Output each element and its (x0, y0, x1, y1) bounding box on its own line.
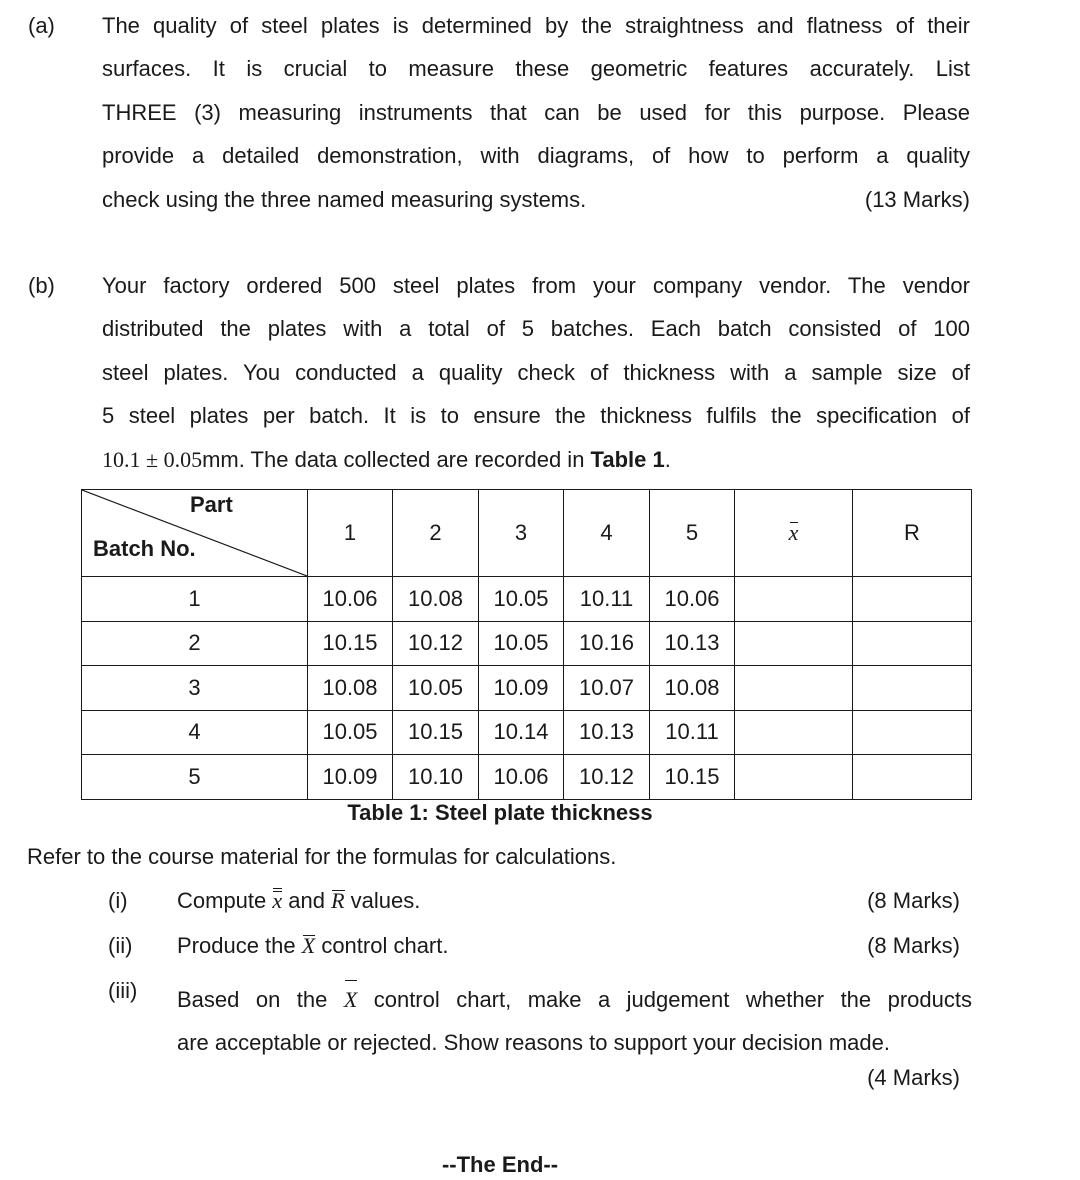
xdoublebar-symbol: x (272, 888, 283, 913)
thickness-cell: 10.08 (650, 666, 735, 711)
sub-ii-pre: Produce the (177, 933, 302, 958)
thickness-cell: 10.11 (564, 577, 650, 622)
range-cell (853, 621, 972, 666)
part-header-2: 2 (393, 490, 479, 577)
sub-i-mid: and (282, 888, 332, 913)
rbar-symbol: R (331, 888, 345, 913)
xbar-cell (735, 621, 853, 666)
thickness-cell: 10.09 (308, 755, 393, 800)
sub-ii-marks: (8 Marks) (867, 933, 960, 958)
thickness-cell: 10.09 (479, 666, 564, 711)
batch-number: 2 (82, 621, 308, 666)
part-header-1: 1 (308, 490, 393, 577)
thickness-cell: 10.05 (308, 710, 393, 755)
sub-iii-post: control chart, make a judgement whether the products (357, 987, 972, 1012)
thickness-cell: 10.06 (479, 755, 564, 800)
range-cell (853, 666, 972, 711)
sub-iii-pre: Based on the (177, 987, 344, 1012)
xbar-chart-symbol: X (344, 978, 357, 1021)
xbar-cell (735, 577, 853, 622)
sub-ii-text (177, 933, 448, 959)
part-a-marks: (13 Marks) (864, 186, 970, 212)
part-a-line-3: THREE (3) measuring instruments that can be used for this purpose. Please (102, 99, 970, 125)
thickness-cell: 10.05 (479, 621, 564, 666)
refer-note: Refer to the course material for the formulas for calculations. (27, 844, 617, 869)
xbar-cell (735, 710, 853, 755)
table-caption: Table 1: Steel plate thickness (347, 800, 653, 825)
part-header-3: 3 (479, 490, 564, 577)
thickness-cell: 10.13 (650, 621, 735, 666)
part-b-question (102, 264, 970, 481)
thickness-cell: 10.15 (308, 621, 393, 666)
part-a-line-4: provide a detailed demonstration, with diagrams, of how to perform a quality (102, 143, 970, 169)
thickness-cell: 10.14 (479, 710, 564, 755)
part-b-line-5 (102, 438, 970, 481)
sub-i-post: values. (344, 888, 421, 913)
period: . (664, 446, 671, 472)
part-b-line-4: 5 steel plates per batch. It is to ensure the thickness fulfils the specification of (102, 403, 970, 429)
part-b-line-3: steel plates. You conducted a quality check of thickness with a sample size of (102, 359, 970, 385)
table-row (82, 710, 972, 755)
sub-iii-marks: (4 Marks) (867, 1065, 960, 1090)
thickness-cell: 10.05 (393, 666, 479, 711)
sub-iii-number: (iii) (108, 978, 138, 1003)
sub-iii-line-2: are acceptable or rejected. Show reasons to support your decision made. (177, 1030, 890, 1056)
table-reference: Table 1 (590, 446, 665, 472)
thickness-cell: 10.08 (393, 577, 479, 622)
xbar-symbol: x (788, 520, 799, 545)
xbar-cell (735, 755, 853, 800)
part-a-line-5: check using the three named measuring systems. (102, 186, 587, 212)
steel-thickness-table (81, 489, 972, 800)
batch-number: 1 (82, 577, 308, 622)
thickness-cell: 10.07 (564, 666, 650, 711)
xbar-cell (735, 666, 853, 711)
thickness-cell: 10.15 (393, 710, 479, 755)
part-a-line-2: surfaces. It is crucial to measure these geometric features accurately. List (102, 56, 970, 82)
xbar-header (735, 490, 853, 577)
range-cell (853, 577, 972, 622)
sub-i-number: (i) (108, 888, 128, 913)
thickness-cell: 10.06 (308, 577, 393, 622)
part-b-line-1: Your factory ordered 500 steel plates from your company vendor. The vendor (102, 273, 970, 298)
spec-value: 10.1 ± 0.05 (102, 446, 203, 472)
thickness-cell: 10.06 (650, 577, 735, 622)
range-cell (853, 755, 972, 800)
thickness-cell: 10.08 (308, 666, 393, 711)
thickness-cell: 10.16 (564, 621, 650, 666)
batch-number: 5 (82, 755, 308, 800)
table-row (82, 666, 972, 711)
corner-part-label: Part (190, 492, 233, 517)
range-cell (853, 710, 972, 755)
thickness-cell: 10.12 (564, 755, 650, 800)
sub-ii-post: control chart. (315, 933, 449, 958)
sub-i-pre: Compute (177, 888, 273, 913)
thickness-cell: 10.10 (393, 755, 479, 800)
batch-number: 4 (82, 710, 308, 755)
part-a-question (102, 4, 970, 221)
xbar-chart-symbol: X (301, 933, 316, 958)
sub-ii-number: (ii) (108, 933, 133, 958)
range-header: R (853, 490, 972, 577)
table-row (82, 621, 972, 666)
part-header-5: 5 (650, 490, 735, 577)
thickness-cell: 10.15 (650, 755, 735, 800)
part-b-line-2: distributed the plates with a total of 5 batches. Each batch consisted of 100 (102, 316, 970, 342)
part-header-4: 4 (564, 490, 650, 577)
part-b-label: (b) (28, 273, 55, 298)
sub-i-marks: (8 Marks) (867, 888, 960, 913)
thickness-cell: 10.11 (650, 710, 735, 755)
table-row (82, 577, 972, 622)
corner-header-cell (82, 490, 308, 577)
thickness-cell: 10.05 (479, 577, 564, 622)
table-row (82, 755, 972, 800)
spec-unit-text: mm. The data collected are recorded in (202, 446, 591, 472)
part-a-last-row (102, 178, 970, 221)
part-a-line-1: The quality of steel plates is determined by the straightness and flatness of their (102, 13, 970, 38)
corner-batch-label: Batch No. (93, 536, 196, 561)
thickness-cell: 10.13 (564, 710, 650, 755)
end-marker: --The End-- (441, 1152, 559, 1177)
batch-number: 3 (82, 666, 308, 711)
part-a-label: (a) (28, 13, 55, 38)
thickness-cell: 10.12 (393, 621, 479, 666)
table-header-row (82, 490, 972, 577)
sub-iii-line-1 (177, 978, 972, 1021)
sub-i-text (177, 888, 420, 914)
sub-iii-text (177, 978, 972, 1065)
